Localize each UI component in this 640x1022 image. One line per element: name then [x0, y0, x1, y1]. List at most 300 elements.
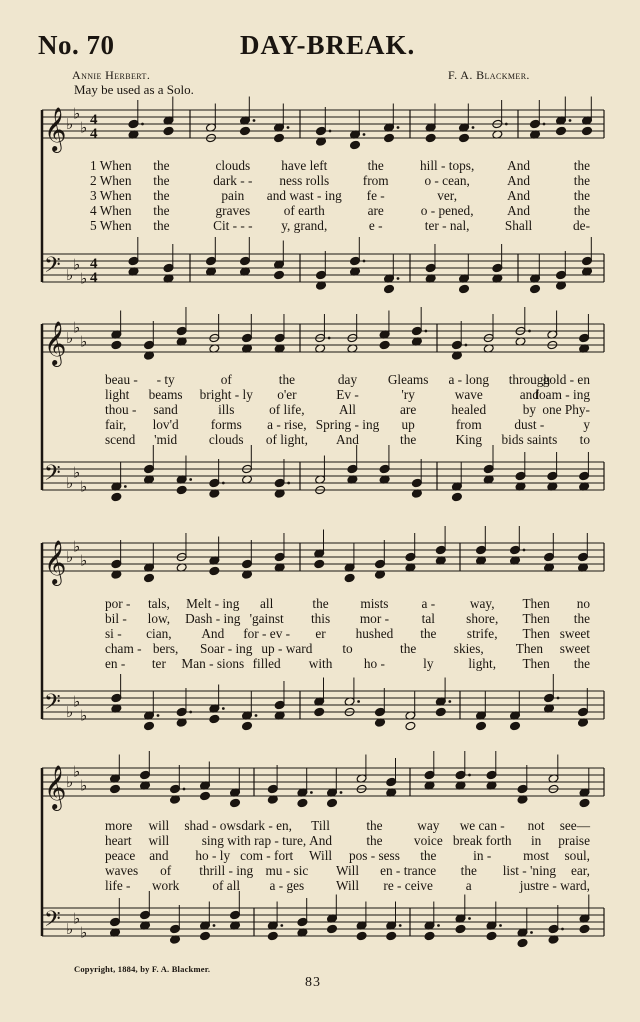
lyric-syllable: 1 When — [90, 158, 132, 173]
treble-clef: 𝄞 — [44, 765, 67, 809]
lyric-syllable: e - — [368, 218, 383, 233]
dot — [472, 126, 475, 129]
treble-staff — [42, 97, 604, 154]
lyric-syllable: most — [523, 848, 550, 863]
dot — [222, 482, 225, 485]
lyric-syllable: mists — [360, 596, 389, 611]
lyric-syllable: the — [573, 203, 590, 218]
lyric-syllable: forms — [210, 417, 242, 432]
lyric-syllable: cham - — [105, 641, 142, 656]
lyric-syllable: clouds — [208, 432, 244, 447]
lyric-syllable: beau - — [105, 372, 138, 387]
note-head — [267, 931, 278, 941]
lyric-syllable: And — [507, 158, 531, 173]
note-head — [163, 126, 174, 136]
flat-sign: ♭ — [66, 548, 74, 566]
lyric-syllable: ter — [151, 656, 166, 671]
note-head — [435, 707, 446, 717]
lyric-syllable: y, grand, — [281, 218, 328, 233]
lyric-syllable: in - — [473, 848, 492, 863]
dot — [357, 700, 360, 703]
treble-clef: 𝄞 — [44, 540, 67, 584]
lyric-syllable: the — [400, 432, 417, 447]
note-head — [274, 133, 285, 143]
note-head — [356, 931, 367, 941]
note-head — [486, 931, 497, 941]
lyric-syllable: tal — [421, 611, 435, 626]
dot — [363, 133, 366, 136]
lyric-syllable: clouds — [215, 158, 251, 173]
lyric-syllable: mor - — [359, 611, 390, 626]
lyric-syllable: work — [151, 878, 180, 893]
lyric-syllable: from — [455, 417, 482, 432]
note-head — [579, 924, 590, 934]
flat-sign: ♭ — [73, 762, 81, 781]
lyric-syllable: through — [508, 372, 551, 387]
lyric-syllable: Then — [515, 641, 544, 656]
note-head — [230, 798, 241, 808]
note-head — [582, 126, 593, 136]
lyricist-credit: Annie Herbert. — [72, 68, 151, 82]
lyric-syllable: thrill - ing — [199, 863, 254, 878]
composer-credit: F. A. Blackmer. — [448, 68, 530, 82]
dot — [397, 277, 400, 280]
bass-clef: 𝄢 — [44, 690, 61, 720]
performance-note: May be used as a Solo. — [74, 82, 194, 97]
lyric-syllable: soul, — [564, 848, 590, 863]
lyric-syllable: re - ward, — [538, 878, 590, 893]
lyric-syllable: dark - - — [213, 173, 253, 188]
note-head — [455, 924, 466, 934]
lyric-syllable: Till — [311, 818, 330, 833]
lyric-syllable: filled — [252, 656, 281, 671]
lyric-syllable: one Phy- — [542, 402, 590, 417]
lyric-syllable: shad - ows — [184, 818, 242, 833]
lyric-syllable: ho - ly — [195, 848, 231, 863]
lyric-syllable: lov'd — [152, 417, 179, 432]
dot — [399, 924, 402, 927]
lyric-syllable: a - ges — [269, 878, 305, 893]
lyrics-block — [105, 372, 590, 447]
lyric-syllable: bids saints — [501, 432, 558, 447]
lyric-syllable: 2 When — [90, 173, 132, 188]
flat-sign: ♭ — [73, 318, 81, 337]
lyric-syllable: a - — [421, 596, 436, 611]
lyric-syllable: ter - nal, — [424, 218, 470, 233]
note-head — [459, 284, 470, 294]
lyric-syllable: the — [278, 372, 295, 387]
bass-clef: 𝄢 — [44, 253, 61, 283]
lyric-syllable: up - ward — [261, 641, 313, 656]
lyric-syllable: All — [339, 402, 356, 417]
lyric-syllable: the — [153, 218, 170, 233]
dot — [287, 482, 290, 485]
flat-sign: ♭ — [73, 463, 81, 482]
lyric-syllable: en - trance — [380, 863, 437, 878]
lyric-syllable: 5 When — [90, 218, 132, 233]
flat-sign: ♭ — [80, 477, 88, 496]
lyric-syllable: King — [455, 432, 483, 447]
dot — [287, 126, 290, 129]
lyric-syllable: the — [366, 833, 383, 848]
time-signature-top: 4 — [90, 256, 98, 272]
treble-staff — [42, 307, 604, 367]
flat-sign: ♭ — [80, 118, 88, 137]
lyric-syllable: o - cean, — [424, 173, 470, 188]
lyric-syllable: more — [105, 818, 133, 833]
dot — [183, 788, 186, 791]
bass-staff — [42, 237, 604, 294]
lyric-syllable: o - pened, — [420, 203, 474, 218]
treble-staff — [42, 526, 604, 586]
lyric-syllable: with rap - ture, — [227, 833, 307, 848]
note-head — [451, 492, 462, 502]
dot — [569, 119, 572, 122]
note-head — [176, 485, 187, 495]
note-head — [240, 126, 251, 136]
hymn-title: DAY-BREAK. — [240, 30, 416, 60]
lyric-syllable: the — [420, 626, 437, 641]
lyric-syllable: Shall — [504, 218, 533, 233]
dot — [255, 714, 258, 717]
treble-staff — [42, 751, 604, 811]
note-head — [200, 931, 211, 941]
lyric-syllable: ver, — [437, 188, 458, 203]
lyric-syllable: graves — [215, 203, 251, 218]
lyric-syllable: gold - en — [542, 372, 590, 387]
lyric-syllable: to — [342, 641, 353, 656]
lyric-syllable: ly — [423, 656, 434, 671]
flat-sign: ♭ — [80, 551, 88, 570]
lyric-syllable: up — [401, 417, 415, 432]
lyric-syllable: beams — [148, 387, 183, 402]
lyric-syllable: sweet — [559, 626, 590, 641]
lyric-syllable: por - — [105, 596, 131, 611]
lyric-syllable: this — [310, 611, 331, 626]
note-head — [379, 340, 390, 350]
lyric-syllable: the — [573, 611, 590, 626]
note-head — [314, 559, 325, 569]
bass-clef: 𝄢 — [44, 461, 61, 491]
dot — [523, 549, 526, 552]
lyric-syllable: the — [153, 158, 170, 173]
lyric-syllable: break forth — [452, 833, 512, 848]
lyric-syllable: the — [460, 863, 477, 878]
music-system — [42, 324, 590, 490]
flat-sign: ♭ — [80, 332, 88, 351]
lyric-syllable: light — [105, 387, 130, 402]
lyric-syllable: bil - — [105, 611, 127, 626]
lyric-syllable: fair, — [105, 417, 127, 432]
lyric-syllable: way — [417, 818, 440, 833]
time-signature-bottom: 4 — [90, 126, 98, 142]
lyric-syllable: Man - sions — [181, 656, 245, 671]
lyric-syllable: o'er — [277, 387, 297, 402]
flat-sign: ♭ — [73, 909, 81, 928]
lyric-syllable: of — [220, 372, 232, 387]
note-head — [297, 798, 308, 808]
note-head — [209, 566, 220, 576]
dot — [222, 707, 225, 710]
note-head — [384, 133, 395, 143]
copyright-notice: Copyright, 1884, by F. A. Blackmer. — [74, 964, 211, 974]
dot — [543, 123, 546, 126]
dot — [397, 126, 400, 129]
lyric-syllable: Then — [522, 596, 550, 611]
lyric-syllable: the — [573, 656, 590, 671]
note-head — [459, 133, 470, 143]
dot — [465, 344, 468, 347]
lyric-syllable: Dash - ing — [185, 611, 241, 626]
lyric-syllable: low, — [147, 611, 171, 626]
lyric-syllable: way, — [469, 596, 495, 611]
lyric-syllable: for - ev - — [243, 626, 291, 641]
lyric-syllable: Melt - ing — [186, 596, 240, 611]
lyric-syllable: just — [519, 878, 539, 893]
note-head — [530, 284, 541, 294]
lyric-syllable: by — [522, 402, 537, 417]
dot — [329, 130, 332, 133]
note-head — [344, 573, 355, 583]
dot — [437, 924, 440, 927]
dot — [328, 337, 331, 340]
lyric-syllable: the — [573, 188, 590, 203]
flat-sign: ♭ — [80, 269, 88, 288]
lyric-syllable: pain — [221, 188, 245, 203]
note-head — [242, 721, 253, 731]
lyric-syllable: will — [148, 818, 170, 833]
note-head — [274, 270, 285, 280]
flat-sign: ♭ — [66, 920, 74, 938]
lyrics-block — [105, 596, 590, 671]
note-head — [425, 133, 436, 143]
lyric-syllable: to — [579, 432, 590, 447]
lyric-syllable: And — [507, 203, 531, 218]
lyric-syllable: Ev - — [336, 387, 359, 402]
note-head — [476, 721, 487, 731]
dot — [530, 931, 533, 934]
lyric-syllable: y — [583, 417, 590, 432]
lyric-syllable: peace — [105, 848, 136, 863]
note-head — [350, 140, 361, 150]
flat-sign: ♭ — [80, 923, 88, 942]
bass-staff — [42, 445, 604, 502]
flat-sign: ♭ — [73, 255, 81, 274]
lyric-syllable: of all — [212, 878, 241, 893]
lyric-syllable: cian, — [146, 626, 172, 641]
dot — [141, 123, 144, 126]
lyric-syllable: pos - sess — [348, 848, 400, 863]
dot — [340, 791, 343, 794]
lyrics-block — [90, 158, 590, 233]
note-head — [556, 126, 567, 136]
bass-staff — [42, 891, 604, 948]
lyric-syllable: light, — [468, 656, 497, 671]
music-system — [42, 110, 590, 282]
lyric-syllable: heart — [105, 833, 132, 848]
lyric-syllable: in — [530, 833, 542, 848]
note-head — [327, 924, 338, 934]
lyric-syllable: Soar - ing — [200, 641, 253, 656]
dot — [157, 714, 160, 717]
flat-sign: ♭ — [66, 703, 74, 721]
lyric-syllable: wave — [454, 387, 483, 402]
lyric-syllable: shore, — [466, 611, 499, 626]
lyric-syllable: the — [312, 596, 329, 611]
lyric-syllable: see— — [559, 818, 590, 833]
note-head — [144, 721, 155, 731]
lyric-syllable: we can - — [459, 818, 505, 833]
lyric-syllable: bright - ly — [199, 387, 253, 402]
lyric-syllable: ness rolls — [279, 173, 330, 188]
lyric-syllable: Will — [335, 863, 360, 878]
lyric-syllable: And — [336, 432, 359, 447]
lyric-syllable: Will — [335, 878, 360, 893]
dot — [468, 917, 471, 920]
dot — [557, 697, 560, 700]
dot — [561, 928, 564, 931]
lyric-syllable: er — [315, 626, 326, 641]
flat-sign: ♭ — [66, 773, 74, 791]
lyric-syllable: dust - — [514, 417, 545, 432]
dot — [189, 711, 192, 714]
lyric-syllable: ills — [218, 402, 235, 417]
note-head — [405, 721, 416, 731]
lyric-syllable: mu - sic — [265, 863, 309, 878]
time-signature-top: 4 — [90, 112, 98, 128]
note-head — [327, 798, 338, 808]
dot — [253, 119, 256, 122]
lyric-syllable: the — [573, 173, 590, 188]
lyric-syllable: have left — [281, 158, 328, 173]
lyric-syllable: com - fort — [240, 848, 294, 863]
lyric-syllable: not — [527, 818, 545, 833]
lyric-syllable: dark - en, — [241, 818, 292, 833]
lyric-syllable: a - rise, — [267, 417, 307, 432]
note-head — [110, 784, 121, 794]
lyric-syllable: the — [400, 641, 417, 656]
dot — [189, 478, 192, 481]
flat-sign: ♭ — [66, 329, 74, 347]
lyric-syllable: the — [573, 158, 590, 173]
lyric-syllable: the — [153, 203, 170, 218]
lyric-syllable: ho - — [363, 656, 385, 671]
lyric-syllable: the — [153, 188, 170, 203]
lyric-syllable: from — [362, 173, 389, 188]
lyric-syllable: thou - — [105, 402, 137, 417]
hymn-number: No. 70 — [38, 30, 115, 60]
lyric-syllable: strife, — [466, 626, 498, 641]
flat-sign: ♭ — [73, 537, 81, 556]
lyric-syllable: of — [160, 863, 172, 878]
lyric-syllable: ear, — [570, 863, 590, 878]
note-head — [510, 721, 521, 731]
lyric-syllable: si - — [105, 626, 122, 641]
note-head — [209, 714, 220, 724]
lyric-syllable: And — [309, 833, 333, 848]
lyric-syllable: of earth — [283, 203, 325, 218]
lyric-syllable: day — [337, 372, 358, 387]
note-head — [517, 938, 528, 948]
lyric-syllable: voice — [413, 833, 443, 848]
lyric-syllable: Then — [522, 611, 550, 626]
lyric-syllable: hushed — [355, 626, 394, 641]
lyric-syllable: with — [308, 656, 333, 671]
lyric-syllable: And — [201, 626, 225, 641]
lyrics-block — [105, 818, 591, 893]
bass-clef: 𝄢 — [44, 907, 61, 937]
lyric-syllable: Spring - ing — [315, 417, 380, 432]
note-head — [111, 492, 122, 502]
lyric-syllable: foam - ing — [534, 387, 590, 402]
lyric-syllable: And — [507, 188, 531, 203]
bass-staff — [42, 674, 604, 731]
flat-sign: ♭ — [66, 115, 74, 133]
lyric-syllable: of life, — [269, 402, 305, 417]
lyric-syllable: a - long — [448, 372, 490, 387]
lyric-syllable: skies, — [453, 641, 484, 656]
lyric-syllable: Gleams — [387, 372, 429, 387]
dot — [528, 330, 531, 333]
lyric-syllable: 'gainst — [249, 611, 284, 626]
lyric-syllable: sand — [153, 402, 178, 417]
lyric-syllable: healed — [451, 402, 487, 417]
lyric-syllable: the — [367, 158, 384, 173]
note-head — [111, 340, 122, 350]
treble-clef: 𝄞 — [44, 107, 67, 151]
dot — [424, 330, 427, 333]
note-head — [314, 707, 325, 717]
lyric-syllable: scend — [105, 432, 136, 447]
note-head — [386, 931, 397, 941]
lyric-syllable: sing — [201, 833, 224, 848]
treble-clef: 𝄞 — [44, 321, 67, 365]
flat-sign: ♭ — [80, 776, 88, 795]
lyric-syllable: - ty — [156, 372, 175, 387]
lyric-syllable: all — [260, 596, 274, 611]
lyric-syllable: waves — [105, 863, 139, 878]
lyric-syllable: Will — [309, 848, 333, 863]
dot — [280, 924, 283, 927]
lyric-syllable: 'mid — [154, 432, 178, 447]
flat-sign: ♭ — [73, 104, 81, 123]
music-system — [42, 768, 591, 936]
lyric-syllable: Then — [522, 656, 550, 671]
lyric-syllable: sweet — [559, 641, 590, 656]
lyric-syllable: praise — [558, 833, 590, 848]
note-head — [384, 284, 395, 294]
lyric-syllable: and — [149, 848, 169, 863]
note-head — [144, 573, 155, 583]
lyric-syllable: are — [400, 402, 417, 417]
lyric-syllable: and wast - ing — [266, 188, 342, 203]
lyric-syllable: de- — [573, 218, 590, 233]
lyric-syllable: and — [519, 387, 539, 402]
note-head — [200, 791, 211, 801]
lyric-syllable: the — [420, 848, 437, 863]
lyric-syllable: re - ceive — [383, 878, 433, 893]
lyric-syllable: Then — [522, 626, 550, 641]
flat-sign: ♭ — [73, 692, 81, 711]
music-system — [42, 543, 590, 719]
dot — [310, 791, 313, 794]
lyric-syllable: life - — [105, 878, 131, 893]
lyric-syllable: fe - — [366, 188, 385, 203]
dot — [213, 924, 216, 927]
time-signature-bottom: 4 — [90, 270, 98, 286]
lyric-syllable: bers, — [152, 641, 179, 656]
lyric-syllable: hill - tops, — [419, 158, 475, 173]
